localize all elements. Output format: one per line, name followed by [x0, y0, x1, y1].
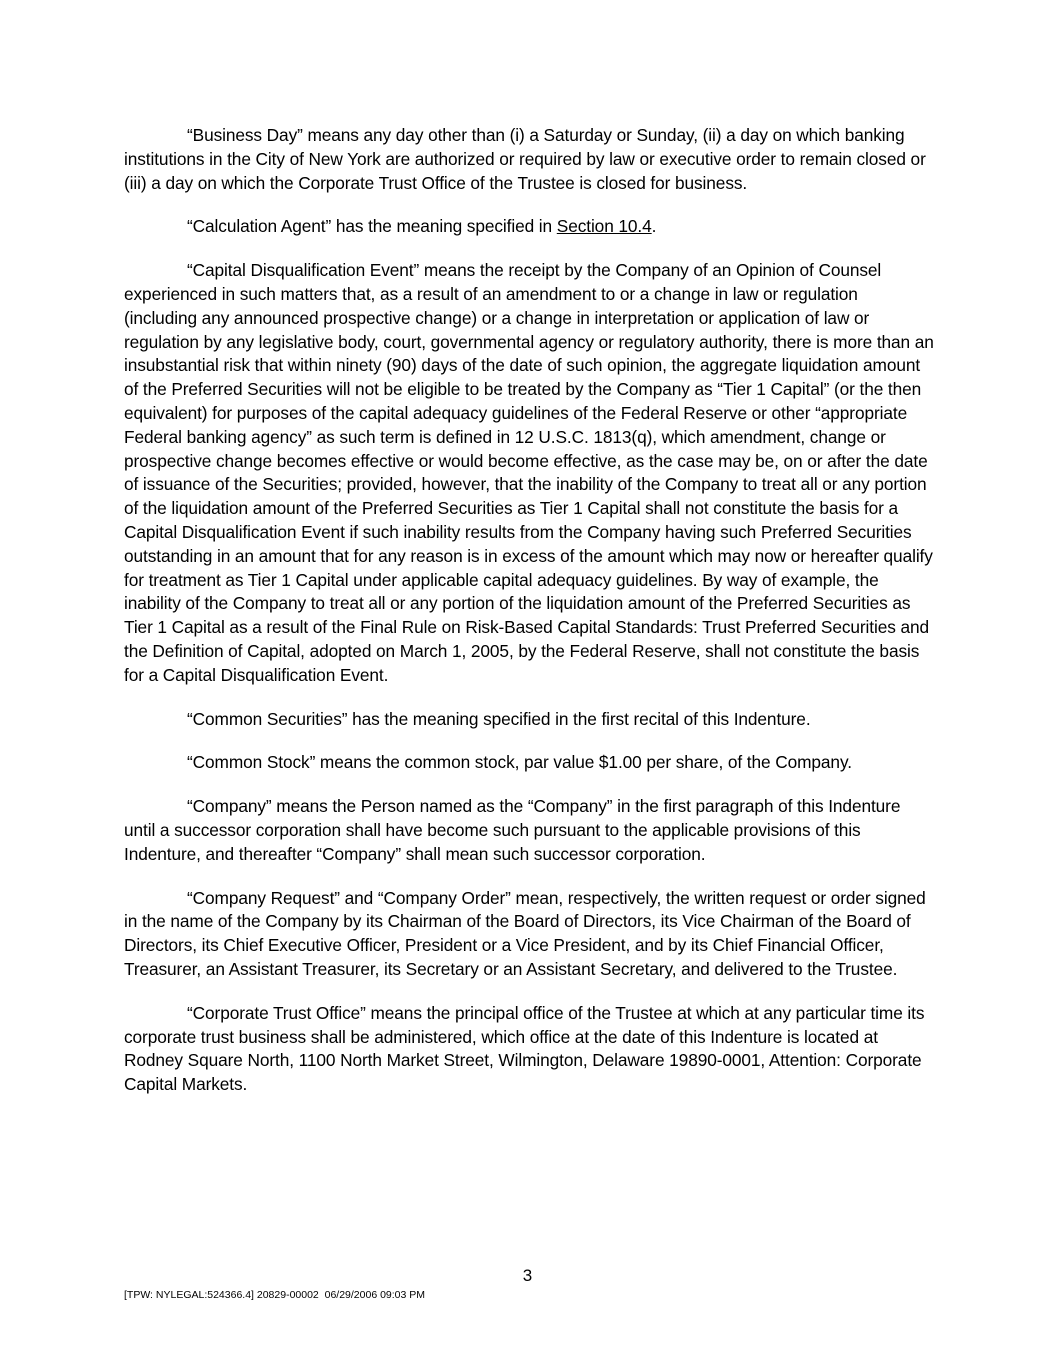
document-footer-id: [TPW: NYLEGAL:524366.4] 20829-00002 06/29/2006 09:03 PM: [124, 1289, 426, 1301]
definition-capital-disqualification-event: “Capital Disqualification Event” means the receipt by the Company of an Opinion of Counsel experienced in such matters that, as a result of an amendment to or a change in law or regulation (including any announced prospective change) or a change in interpretation or application of law or regulation by any legislative body, court, governmental agency or regulatory authority, there is more than an insubstantial risk that within ninety (90) days of the date of such opinion, the aggregate liquidation amount of the Preferred Securities will not be eligible to be treated by the Company as “Tier 1 Capital” (or the then equivalent) for purposes of the capital adequacy guidelines of the Federal Reserve or other “appropriate Federal banking agency” as such term is defined in 12 U.S.C. 1813(q), which amendment, change or prospective change becomes effective or would become effective, as the case may be, on or after the date of issuance of the Securities; provided, however, that the inability of the Company to treat all or any portion of the liquidation amount of the Preferred Securities as Tier 1 Capital shall not constitute the basis for a Capital Disqualification Event if such inability results from the Company having such Preferred Securities outstanding in an amount that for any reason is in excess of the amount which may now or hereafter qualify for treatment as Tier 1 Capital under applicable capital adequacy guidelines. By way of example, the inability of the Company to treat all or any portion of the liquidation amount of the Preferred Securities as Tier 1 Capital as a result of the Final Rule on Risk-Based Capital Standards: Trust Preferred Securities and the Definition of Capital, adopted on March 1, 2005, by the Federal Reserve, shall not constitute the basis for a Capital Disqualification Event.: [124, 260, 934, 685]
definition-company-request: “Company Request” and “Company Order” mean, respectively, the written request or order signed in the name of the Company by its Chairman of the Board of Directors, its Vice Chairman of the Board of Directors, its Chief Executive Officer, President or a Vice President, and by its Chief Financial Officer, Treasurer, an Assistant Treasurer, its Secretary or an Assistant Secretary, and delivered to the Trustee.: [124, 887, 926, 979]
definition-business-day: “Business Day” means any day other than (i) a Saturday or Sunday, (ii) a day on which banking institutions in the City of New York are authorized or required by law or executive order to remain closed or (iii) a day on which the Corporate Trust Office of the Trustee is closed for business.: [124, 125, 926, 193]
definition-calculation-agent: [124, 215, 934, 239]
definition-common-stock: “Common Stock” means the common stock, par value $1.00 per share, of the Company.: [187, 752, 852, 773]
definition-corporate-trust-office: “Corporate Trust Office” means the principal office of the Trustee at which at any particular time its corporate trust business shall be administered, which office at the date of this Indenture is located at Rodney Square North, 1100 North Market Street, Wilmington, Delaware 19890-0001, Attention: Corporate Capital Markets.: [124, 1002, 925, 1095]
document-body: [124, 124, 934, 1117]
section-reference-link: Section 10.4: [556, 216, 652, 237]
page-number: 3: [522, 1266, 533, 1285]
definition-company: “Company” means the Person named as the “Company” in the first paragraph of this Indenture until a successor corporation shall have become such pursuant to the applicable provisions of this Indenture, and thereafter “Company” shall mean such successor corporation.: [124, 796, 901, 864]
definition-common-securities: “Common Securities” has the meaning specified in the first recital of this Indenture.: [187, 708, 811, 729]
definition-text: “Calculation Agent” has the meaning specified in: [187, 216, 557, 237]
definition-text-end: .: [651, 216, 657, 237]
